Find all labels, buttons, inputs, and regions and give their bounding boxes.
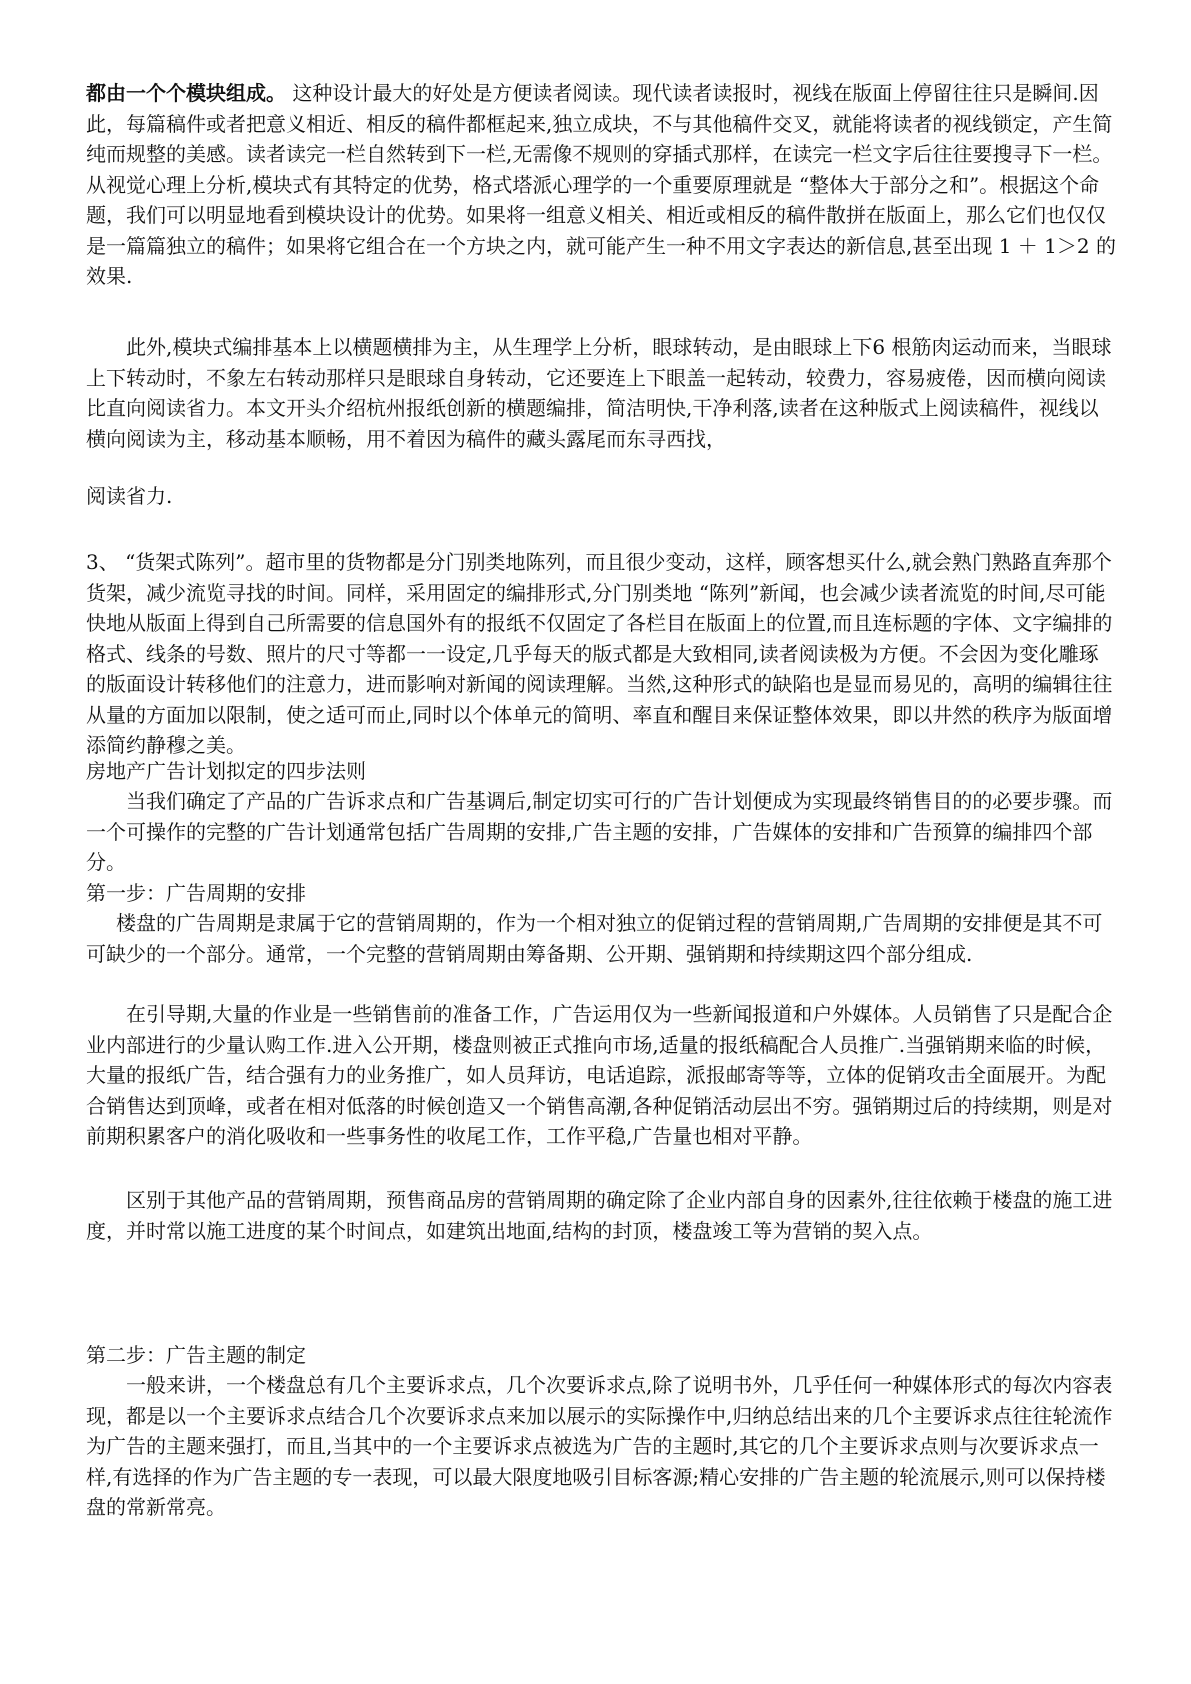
- step-heading-ad-theme: 第二步：广告主题的制定: [86, 1343, 306, 1367]
- paragraph-ad-theme: 一般来讲，一个楼盘总有几个主要诉求点，几个次要诉求点,除了说明书外，几乎任何一种媒体形式的每次内容表现，都是以一个主要诉求点结合几个次要诉求点来加以展示的实际操作中,归纳总结出来的几个主要诉求点往往轮流作为广告的主题来强打，而且,当其中的一个主要诉求点被选为广告的主题时,其它的几个主要诉求点则与次要诉求点一样,有选择的作为广告主题的专一表现，可以最大限度地吸引目标客源;精心安排的广告主题的轮流展示,则可以保持楼盘的常新常亮。: [86, 1373, 1113, 1519]
- paragraph-lead: 都由一个个模块组成。: [86, 81, 286, 105]
- step-heading-ad-cycle: 第一步：广告周期的安排: [86, 881, 306, 905]
- paragraph-presale-cycle: 区别于其他产品的营销周期，预售商品房的营销周期的确定除了企业内部自身的因素外,往往依赖于楼盘的施工进度，并时常以施工进度的某个时间点，如建筑出地面,结构的封顶，楼盘竣工等为营销的契入点。: [86, 1188, 1113, 1243]
- paragraph-reading-effort: 阅读省力.: [86, 484, 173, 508]
- paragraph-text: 这种设计最大的好处是方便读者阅读。现代读者读报时，视线在版面上停留往往只是瞬间.因此，每篇稿件或者把意义相近、相反的稿件都框起来,独立成块，不与其他稿件交叉，就能将读者的视线锁定，产生简纯而规整的美感。读者读完一栏自然转到下一栏,无需像不规则的穿插式那样，在读完一栏文字后往往要搜寻下一栏。从视觉心理上分析,模块式有其特定的优势，格式塔派心理学的一个重要原理就是 “整体大于部分之和”。根据这个命题，我们可以明显地看到模块设计的优势。如果将一组意义相关、相近或相反的稿件散拼在版面上，那么它们也仅仅是一篇篇独立的稿件；如果将它组合在一个方块之内，就可能产生一种不用文字表达的新信息,甚至出现 1 ＋ 1＞2 的效果.: [86, 81, 1116, 288]
- paragraph-ad-plan-intro: 当我们确定了产品的广告诉求点和广告基调后,制定切实可行的广告计划便成为实现最终销售目的的必要步骤。而一个可操作的完整的广告计划通常包括广告周期的安排,广告主题的安排，广告媒体的安排和广告预算的编排四个部分。: [86, 789, 1113, 874]
- section-heading-four-steps: 房地产广告计划拟定的四步法则: [86, 759, 366, 783]
- paragraph-module-design: [86, 78, 1116, 292]
- paragraph-shelf-display: 3、 “货架式陈列”。超市里的货物都是分门别类地陈列，而且很少变动，这样，顾客想买什么,就会熟门熟路直奔那个货架，减少流览寻找的时间。同样，采用固定的编排形式,分门别类地 “陈列”新闻，也会减少读者流览的时间,尽可能快地从版面上得到自己所需要的信息国外有的报纸不仅固定了各栏目在版面上的位置,而且连标题的字体、文字编排的格式、线条的号数、照片的尺寸等都一一设定,几乎每天的版式都是大致相同,读者阅读极为方便。不会因为变化雕琢的版面设计转移他们的注意力，进而影响对新闻的阅读理解。当然,这种形式的缺陷也是显而易见的，高明的编辑往往从量的方面加以限制，使之适可而止,同时以个体单元的简明、率直和醒目来保证整体效果，即以井然的秩序为版面增添简约静穆之美。: [86, 550, 1113, 757]
- paragraph-lead-period: 在引导期,大量的作业是一些销售前的准备工作，广告运用仅为一些新闻报道和户外媒体。人员销售了只是配合企业内部进行的少量认购工作.进入公开期，楼盘则被正式推向市场,适量的报纸稿配合人员推广.当强销期来临的时候，大量的报纸广告，结合强有力的业务推广，如人员拜访，电话追踪，派报邮寄等等，立体的促销攻击全面展开。为配合销售达到顶峰，或者在相对低落的时候创造又一个销售高潮,各种促销活动层出不穷。强销期过后的持续期，则是对前期积累客户的消化吸收和一些事务性的收尾工作，工作平稳,广告量也相对平静。: [86, 1002, 1113, 1148]
- paragraph-eye-movement: 此外,模块式编排基本上以横题横排为主，从生理学上分析，眼球转动，是由眼球上下6 根筋肉运动而来，当眼球上下转动时，不象左右转动那样只是眼球自身转动，它还要连上下眼盖一起转动，较费力，容易疲倦，因而横向阅读比直向阅读省力。本文开头介绍杭州报纸创新的横题编排，简洁明快,干净利落,读者在这种版式上阅读稿件，视线以横向阅读为主，移动基本顺畅，用不着因为稿件的藏头露尾而东寻西找，: [86, 335, 1112, 451]
- paragraph-ad-cycle: 楼盘的广告周期是隶属于它的营销周期的，作为一个相对独立的促销过程的营销周期,广告周期的安排便是其不可 可缺少的一个部分。通常，一个完整的营销周期由筹备期、公开期、强销期和持续期这四个部分组成.: [86, 911, 1103, 966]
